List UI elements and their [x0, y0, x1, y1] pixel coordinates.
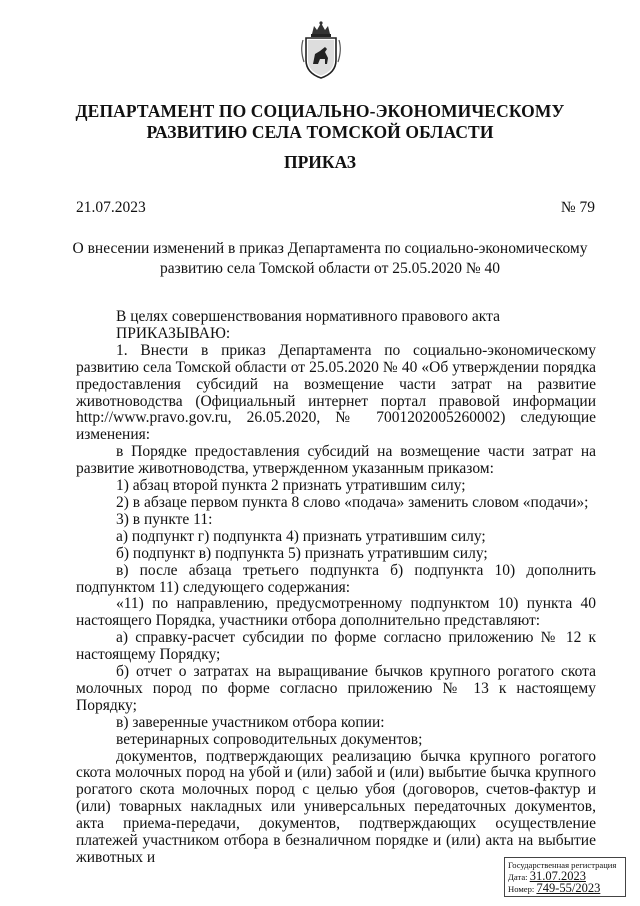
- paragraph: «11) по направлению, предусмотренному подпунктом 10) пункта 40 настоящего Порядка, участники отбора дополнительно представляют:: [76, 595, 596, 630]
- paragraph: а) подпункт г) подпункта 4) признать утратившим силу;: [116, 527, 486, 545]
- paragraph: б) отчет о затратах на выращивание бычков крупного рогатого скота молочных пород по форме согласно приложению № 13 к настоящему Порядку;: [76, 663, 596, 714]
- paragraph: б) подпункт в) подпункта 5) признать утратившим силу;: [116, 544, 488, 562]
- registration-number-value: 749-55/2023: [536, 881, 601, 895]
- document-type: ПРИКАЗ: [283, 152, 357, 172]
- department-name: [0, 101, 640, 143]
- paragraph: ПРИКАЗЫВАЮ:: [116, 324, 231, 342]
- paragraph: ветеринарных сопроводительных документов;: [116, 730, 423, 748]
- paragraph: В целях совершенствования нормативного правового акта: [116, 308, 500, 325]
- order-body: [76, 309, 596, 867]
- registration-title: Государственная регистрация: [508, 860, 617, 870]
- paragraph: 1) абзац второй пункта 2 признать утратившим силу;: [116, 477, 466, 495]
- department-name-line-1: ДЕПАРТАМЕНТ ПО СОЦИАЛЬНО-ЭКОНОМИЧЕСКОМУ: [75, 101, 565, 121]
- department-name-line-2: РАЗВИТИЮ СЕЛА ТОМСКОЙ ОБЛАСТИ: [146, 122, 494, 142]
- registration-number-label: Номер:: [508, 884, 535, 894]
- order-subject-line-2: развитию села Томской области от 25.05.2020 № 40: [159, 260, 501, 277]
- order-subject: [60, 239, 600, 279]
- tomsk-region-coat-of-arms-icon: [298, 20, 344, 80]
- order-subject-line-1: О внесении изменений в приказ Департамента по социально-экономическому: [72, 240, 588, 257]
- paragraph: в Порядке предоставления субсидий на возмещение части затрат на развитие животноводства, утвержденном указанным приказом:: [76, 443, 596, 478]
- paragraph: в) заверенные участником отбора копии:: [116, 713, 385, 731]
- registration-date-label: Дата:: [508, 872, 528, 882]
- registration-stamp: [504, 857, 626, 897]
- paragraph: а) справку-расчет субсидии по форме согласно приложению № 12 к настоящему Порядку;: [76, 629, 596, 664]
- paragraph: в) после абзаца третьего подпункта б) подпункта 10) дополнить подпунктом 11) следующего содержания:: [76, 561, 596, 596]
- order-number: № 79: [560, 199, 595, 216]
- registration-date-value: 31.07.2023: [529, 869, 586, 883]
- order-date: 21.07.2023: [76, 199, 146, 216]
- paragraph: 3) в пункте 11:: [116, 510, 213, 528]
- paragraph: 1. Внести в приказ Департамента по социально-экономическому развитию села Томской области от 25.05.2020 № 40 «Об утверждении порядка предоставления субсидий на возмещение части затрат на развитие животноводства (Официальный интернет портал правовой информации http://www.pravo.gov.ru, 26.05.2020, № 7001202005260002) следующие изменения:: [76, 341, 596, 444]
- paragraph: документов, подтверждающих реализацию бычка крупного рогатого скота молочных пород на убой и (или) забой и (или) выбытие бычка крупного рогатого скота молочных пород с целью убоя (договоров, счетов-фактур и (или) товарных накладных или универсальных передаточных документов, акта приема-передачи, документов, подтверждающих осуществление платежей участником отбора в безналичном порядке и (или) акта на выбытие животных и: [76, 747, 596, 866]
- paragraph: 2) в абзаце первом пункта 8 слово «подача» заменить словом «подачи»;: [116, 493, 589, 511]
